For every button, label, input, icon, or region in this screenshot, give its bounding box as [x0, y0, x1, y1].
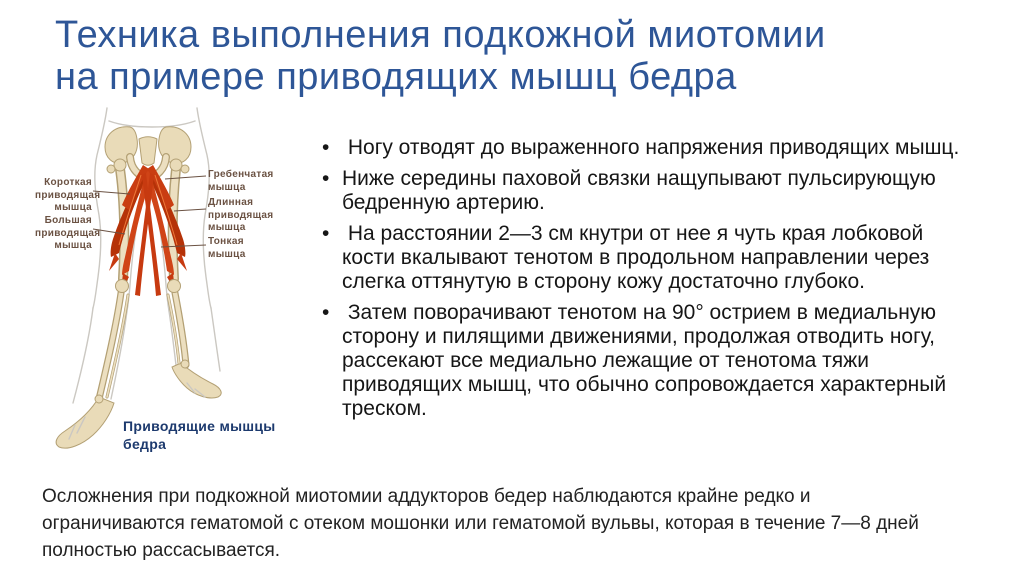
label-long-adductor: Длинная приводящая мышца	[208, 197, 274, 233]
title-line-1: Техника выполнения подкожной миотомии	[55, 14, 826, 56]
figure-caption: Приводящие мышцы бедра	[123, 418, 276, 452]
label-gracilis: Тонкая мышца	[208, 236, 246, 260]
label-pectineus: Гребенчатая мышца	[208, 169, 274, 193]
footnote-text: Осложнения при подкожной миотомии аддукторов бедер наблюдаются крайне редко и ограничиваются гематомой с отеком мошонки или гематомой вульвы, которая в течение 7—8 дней полностью рассасывается.	[42, 486, 925, 561]
page-title	[55, 14, 955, 98]
bullet-item-3: • На расстоянии 2—3 см кнутри от нее я чуть края лобковой кости вкалывают тенотом в продольном направлении через слегка оттянутую в сторону кожу достаточно глубоко.	[318, 222, 960, 294]
knee-caps	[116, 280, 181, 293]
label-short-adductor: Короткая приводящая мышца	[35, 177, 101, 213]
bullet-item-4: • Затем поворачивают тенотом на 90° острием в медиальную сторону и пилящими движениями, продолжая отводить ногу, рассекают все медиально лежащие от тенотома тяжи приводящих мышц, что обычно сопровождается характерный треском.	[318, 301, 960, 421]
bullet-list	[318, 136, 960, 428]
label-big-adductor: Большая приводящая мышца	[35, 215, 101, 251]
bullet-item-1: • Ногу отводят до выраженного напряжения приводящих мышц.	[318, 136, 960, 160]
title-line-2: на примере приводящих мышц бедра	[55, 56, 737, 98]
bullet-item-2: • Ниже середины паховой связки нащупывают пульсирующую бедренную артерию.	[318, 167, 960, 215]
anatomy-figure	[35, 105, 310, 485]
